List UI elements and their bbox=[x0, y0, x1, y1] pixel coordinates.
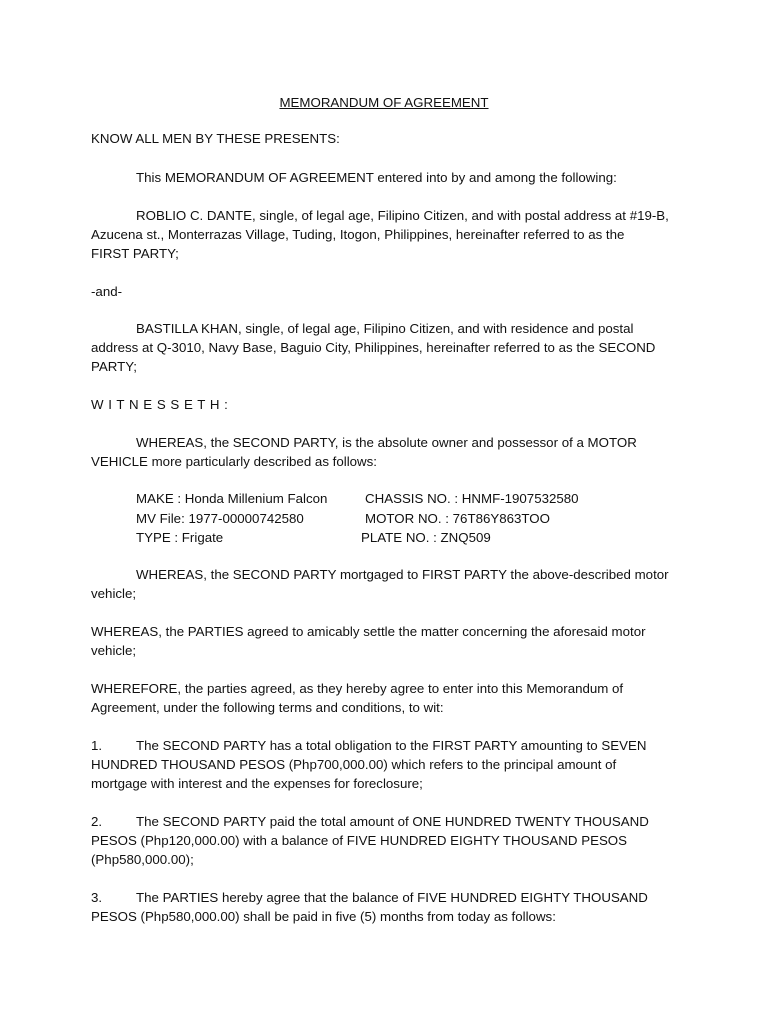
intro-paragraph: This MEMORANDUM OF AGREEMENT entered into by and among the following: bbox=[136, 170, 617, 185]
paragraph-line: WHEREAS, the SECOND PARTY mortgaged to FIRST PARTY the above-described motor bbox=[136, 567, 669, 582]
vehicle-chassis: CHASSIS NO. : HNMF-1907532580 bbox=[365, 491, 579, 506]
paragraph-line: WHEREFORE, the parties agreed, as they hereby agree to enter into this Memorandum of bbox=[91, 681, 624, 696]
term-number: 3. bbox=[91, 890, 103, 905]
term-number: 1. bbox=[91, 738, 103, 753]
paragraph-line: VEHICLE more particularly described as follows: bbox=[91, 454, 377, 469]
paragraph-line: Azucena st., Monterrazas Village, Tuding, Itogon, Philippines, hereinafter referred to as the bbox=[91, 227, 625, 242]
paragraph-line: FIRST PARTY; bbox=[91, 246, 179, 261]
paragraph-line: The PARTIES hereby agree that the balance of FIVE HUNDRED EIGHTY THOUSAND bbox=[136, 890, 648, 905]
paragraph-line: vehicle; bbox=[91, 586, 137, 601]
paragraph-line: address at Q-3010, Navy Base, Baguio City, Philippines, hereinafter referred to as the SECOND bbox=[91, 340, 656, 355]
vehicle-mv-file: MV File: 1977-00000742580 bbox=[136, 511, 304, 526]
paragraph-line: mortgage with interest and the expenses for foreclosure; bbox=[91, 776, 423, 791]
document-title: MEMORANDUM OF AGREEMENT bbox=[279, 95, 489, 110]
paragraph-line: PESOS (Php120,000.00) with a balance of FIVE HUNDRED EIGHTY THOUSAND PESOS bbox=[91, 833, 628, 848]
vehicle-motor: MOTOR NO. : 76T86Y863TOO bbox=[365, 511, 550, 526]
vehicle-plate: PLATE NO. : ZNQ509 bbox=[361, 530, 491, 545]
paragraph-line: ROBLIO C. DANTE, single, of legal age, Filipino Citizen, and with postal address at #19-B, bbox=[136, 208, 669, 223]
paragraph-line: BASTILLA KHAN, single, of legal age, Filipino Citizen, and with residence and postal bbox=[136, 321, 634, 336]
paragraph-line: WHEREAS, the PARTIES agreed to amicably settle the matter concerning the aforesaid motor bbox=[91, 624, 646, 639]
paragraph-line: HUNDRED THOUSAND PESOS (Php700,000.00) which refers to the principal amount of bbox=[91, 757, 617, 772]
vehicle-make: MAKE : Honda Millenium Falcon bbox=[136, 491, 328, 506]
paragraph-line: Agreement, under the following terms and conditions, to wit: bbox=[91, 700, 444, 715]
paragraph-line: vehicle; bbox=[91, 643, 137, 658]
paragraph-line: (Php580,000.00); bbox=[91, 852, 194, 867]
vehicle-type: TYPE : Frigate bbox=[136, 530, 224, 545]
paragraph-line: The SECOND PARTY has a total obligation to the FIRST PARTY amounting to SEVEN bbox=[136, 738, 647, 753]
know-all-men-heading: KNOW ALL MEN BY THESE PRESENTS: bbox=[91, 131, 340, 146]
paragraph-line: WHEREAS, the SECOND PARTY, is the absolute owner and possessor of a MOTOR bbox=[136, 435, 637, 450]
paragraph-line: PARTY; bbox=[91, 359, 137, 374]
and-separator: -and- bbox=[91, 284, 123, 299]
witnesseth-heading: W I T N E S S E T H : bbox=[91, 397, 229, 412]
term-number: 2. bbox=[91, 814, 103, 829]
paragraph-line: PESOS (Php580,000.00) shall be paid in five (5) months from today as follows: bbox=[91, 909, 556, 924]
paragraph-line: The SECOND PARTY paid the total amount of ONE HUNDRED TWENTY THOUSAND bbox=[136, 814, 649, 829]
